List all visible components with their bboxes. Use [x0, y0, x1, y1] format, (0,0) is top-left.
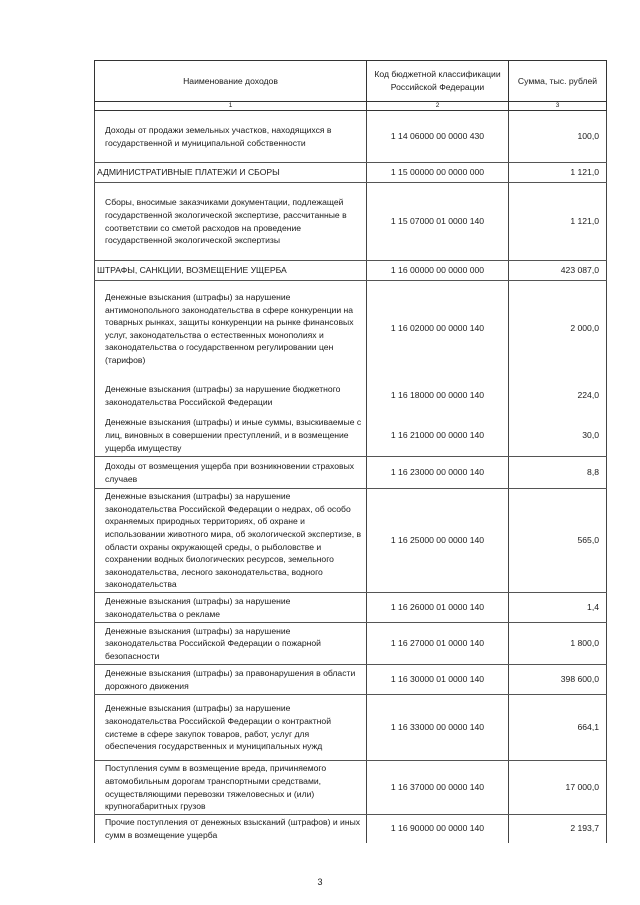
row-name: Сборы, вносимые заказчиками документации, подлежащей государственной экологической экспертизе, рассчитанные в соответствии со сметой расходов на проведение государственной экологической экспертизы	[95, 183, 367, 261]
row-sum: 2 000,0	[509, 281, 607, 377]
row-sum: 565,0	[509, 489, 607, 593]
row-sum: 2 193,7	[509, 815, 607, 843]
row-code: 1 16 26000 01 0000 140	[367, 593, 509, 623]
col-number-1: 1	[95, 102, 367, 111]
row-code: 1 16 37000 00 0000 140	[367, 761, 509, 815]
row-code: 1 15 07000 01 0000 140	[367, 183, 509, 261]
row-name: Поступления сумм в возмещение вреда, причиняемого автомобильным дорогам транспортными средствами, осуществляющими перевозки тяжеловесных и (или) крупногабаритных грузов	[95, 761, 367, 815]
row-name: Денежные взыскания (штрафы) за нарушение законодательства Российской Федерации о недрах, об особо охраняемых природных территориях, об охране и использовании животного мира, об экологической экспертизе, в области охраны окружающей среды, о рыболовстве и сохранении водных биологических ресурсов, земельного законодательства, лесного законодательства, водного законодательства	[95, 489, 367, 593]
row-name: Денежные взыскания (штрафы) за нарушение бюджетного законодательства Российской Федерации	[95, 377, 367, 415]
table-row	[95, 415, 607, 457]
table-row	[95, 457, 607, 489]
row-code: 1 16 21000 00 0000 140	[367, 415, 509, 457]
row-name: Денежные взыскания (штрафы) за нарушение законодательства о рекламе	[95, 593, 367, 623]
table-row	[95, 281, 607, 377]
table-row	[95, 815, 607, 843]
row-name: Доходы от возмещения ущерба при возникновении страховых случаев	[95, 457, 367, 489]
row-name: ШТРАФЫ, САНКЦИИ, ВОЗМЕЩЕНИЕ УЩЕРБА	[95, 261, 367, 281]
col-sum-header: Сумма, тыс. рублей	[509, 61, 607, 102]
table-row	[95, 261, 607, 281]
table-row	[95, 665, 607, 695]
page-number: 3	[317, 877, 323, 887]
row-sum: 17 000,0	[509, 761, 607, 815]
row-code: 1 16 90000 00 0000 140	[367, 815, 509, 843]
table-row	[95, 761, 607, 815]
row-name: Доходы от продажи земельных участков, находящихся в государственной и муниципальной собственности	[95, 111, 367, 163]
row-code: 1 16 23000 00 0000 140	[367, 457, 509, 489]
table-row	[95, 695, 607, 761]
col-number-2: 2	[367, 102, 509, 111]
row-sum: 1,4	[509, 593, 607, 623]
row-sum: 1 800,0	[509, 623, 607, 665]
row-sum: 398 600,0	[509, 665, 607, 695]
col-code-header: Код бюджетной классификации Российской Федерации	[367, 61, 509, 102]
row-code: 1 16 27000 01 0000 140	[367, 623, 509, 665]
row-sum: 224,0	[509, 377, 607, 415]
table-row	[95, 623, 607, 665]
row-name: Денежные взыскания (штрафы) и иные суммы, взыскиваемые с лиц, виновных в совершении преступлений, и в возмещение ущерба имуществу	[95, 415, 367, 457]
row-name: Денежные взыскания (штрафы) за нарушение законодательства Российской Федерации о контрактной системе в сфере закупок товаров, работ, услуг для обеспечения государственных и муниципальных нужд	[95, 695, 367, 761]
table-row	[95, 593, 607, 623]
table-row	[95, 111, 607, 163]
col-number-3: 3	[509, 102, 607, 111]
row-code: 1 16 00000 00 0000 000	[367, 261, 509, 281]
row-sum: 664,1	[509, 695, 607, 761]
table-row	[95, 183, 607, 261]
row-code: 1 16 30000 01 0000 140	[367, 665, 509, 695]
row-sum: 1 121,0	[509, 183, 607, 261]
row-name: Денежные взыскания (штрафы) за правонарушения в области дорожного движения	[95, 665, 367, 695]
row-sum: 100,0	[509, 111, 607, 163]
row-code: 1 16 25000 00 0000 140	[367, 489, 509, 593]
row-sum: 1 121,0	[509, 163, 607, 183]
revenue-table	[94, 60, 607, 843]
row-name: Денежные взыскания (штрафы) за нарушение законодательства Российской Федерации о пожарной безопасности	[95, 623, 367, 665]
row-sum: 8,8	[509, 457, 607, 489]
row-sum: 30,0	[509, 415, 607, 457]
row-code: 1 15 00000 00 0000 000	[367, 163, 509, 183]
row-sum: 423 087,0	[509, 261, 607, 281]
table-row	[95, 489, 607, 593]
col-name-header: Наименование доходов	[95, 61, 367, 102]
row-code: 1 14 06000 00 0000 430	[367, 111, 509, 163]
row-code: 1 16 18000 00 0000 140	[367, 377, 509, 415]
row-name: АДМИНИСТРАТИВНЫЕ ПЛАТЕЖИ И СБОРЫ	[95, 163, 367, 183]
row-name: Прочие поступления от денежных взысканий (штрафов) и иных сумм в возмещение ущерба	[95, 815, 367, 843]
table-row	[95, 163, 607, 183]
table-row	[95, 377, 607, 415]
row-code: 1 16 02000 00 0000 140	[367, 281, 509, 377]
row-name: Денежные взыскания (штрафы) за нарушение антимонопольного законодательства в сфере конкуренции на товарных рынках, защиты конкуренции на рынке финансовых услуг, законодательства о естественных монополиях и законодательства о государственном регулировании цен (тарифов)	[95, 281, 367, 377]
row-code: 1 16 33000 00 0000 140	[367, 695, 509, 761]
